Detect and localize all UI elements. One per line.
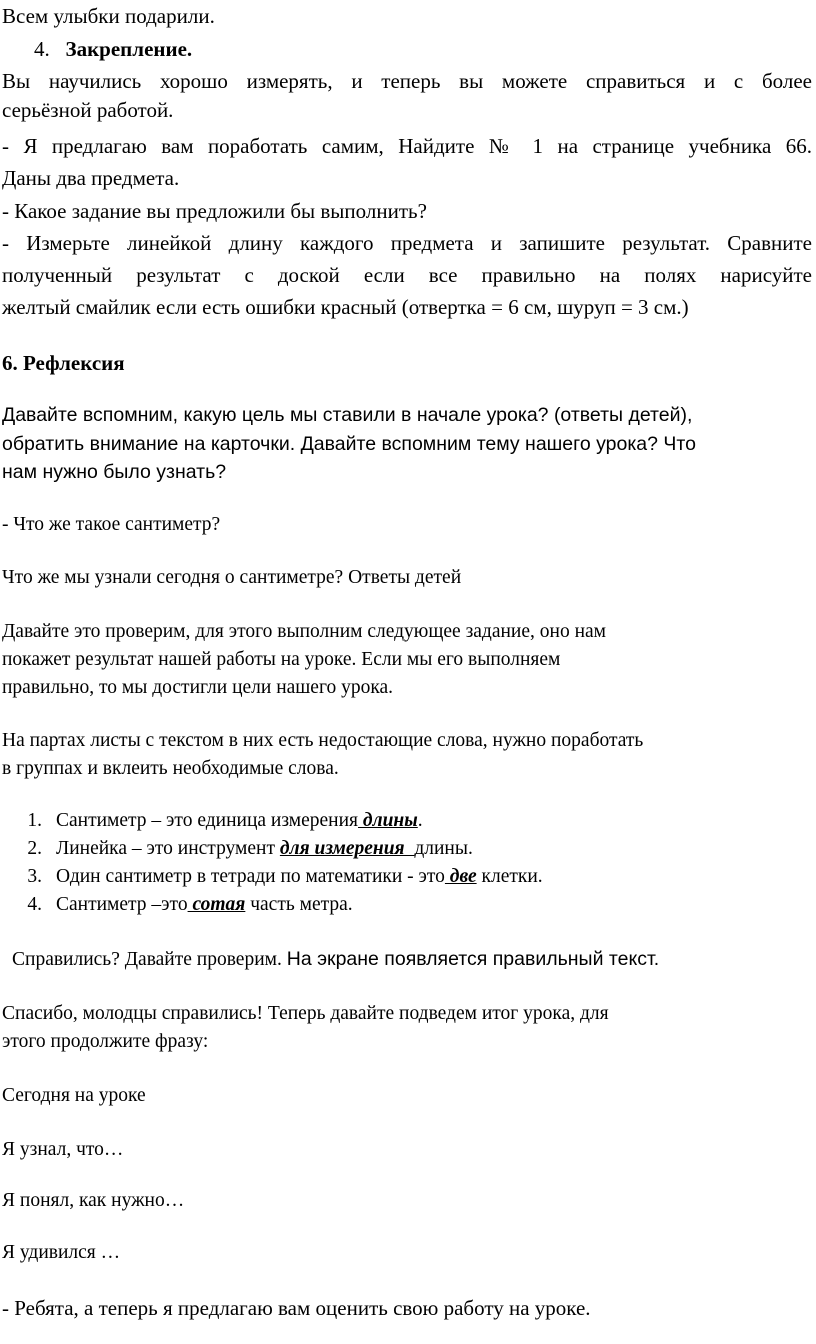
paragraph-line: серьёзной работой. xyxy=(2,98,174,122)
paragraph-line xyxy=(12,946,659,973)
text-span: Справились? Давайте проверим. xyxy=(12,949,287,970)
list-item xyxy=(20,864,543,890)
section-title: 6. Рефлексия xyxy=(2,351,125,375)
list-number: 4. xyxy=(27,894,42,915)
paragraph-line: Давайте это проверим, для этого выполним следующее задание, оно нам xyxy=(2,621,607,642)
text-line: Всем улыбки подарили. xyxy=(2,4,215,28)
list-text: . xyxy=(417,810,423,831)
paragraph-line: Я узнал, что… xyxy=(2,1139,124,1160)
answer-word: для измерения xyxy=(279,838,415,859)
section-heading-reflection xyxy=(2,350,125,376)
list-item xyxy=(20,808,423,834)
paragraph-line: желтый смайлик если есть ошибки красный (отвертка = 6 см, шуруп = 3 см.) xyxy=(2,295,689,319)
paragraph-line: правильно, то мы достигли цели нашего урока. xyxy=(2,677,394,698)
list-item xyxy=(20,892,353,918)
paragraph-line: в группах и вклеить необходимые слова. xyxy=(2,758,339,779)
paragraph-line: - Что же такое сантиметр? xyxy=(2,514,221,535)
list-text: Сантиметр – это единица измерения xyxy=(56,810,359,831)
paragraph-line: - Ребята, а теперь я предлагаю вам оценить свою работу на уроке. xyxy=(2,1296,591,1320)
paragraph-line: полученный результат с доской если все правильно на полях нарисуйте xyxy=(2,263,812,287)
answer-word: две xyxy=(444,866,477,887)
list-text: часть метра. xyxy=(245,894,353,915)
list-number: 2. xyxy=(27,838,42,859)
section-heading-consolidation xyxy=(34,36,192,62)
paragraph-line: - Измерьте линейкой длину каждого предмета и запишите результат. Сравните xyxy=(2,231,812,255)
section-number: 4. xyxy=(34,37,50,61)
list-text: длины. xyxy=(414,838,473,859)
section-title: Закрепление. xyxy=(65,37,193,61)
paragraph-line: Я удивился … xyxy=(2,1242,121,1263)
paragraph-line: Вы научились хорошо измерять, и теперь вы можете справиться и с более xyxy=(2,69,812,93)
list-item xyxy=(20,836,473,862)
list-text: клетки. xyxy=(476,866,543,887)
paragraph-line: этого продолжите фразу: xyxy=(2,1031,209,1052)
list-number: 3. xyxy=(27,866,42,887)
text-span: На экране появляется правильный текст. xyxy=(286,948,660,970)
paragraph-line: Даны два предмета. xyxy=(2,166,180,190)
paragraph-line: покажет результат нашей работы на уроке. Если мы его выполняем xyxy=(2,649,561,670)
paragraph-line: обратить внимание на карточки. Давайте вспомним тему нашего урока? Что xyxy=(2,433,696,455)
list-text: Сантиметр –это xyxy=(56,894,188,915)
paragraph-line: На партах листы с текстом в них есть недостающие слова, нужно поработать xyxy=(2,730,644,751)
list-number: 1. xyxy=(27,810,42,831)
answer-word: длины xyxy=(358,810,418,831)
paragraph-line: Спасибо, молодцы справились! Теперь давайте подведем итог урока, для xyxy=(2,1003,609,1024)
list-text: Линейка – это инструмент xyxy=(56,838,280,859)
answer-word: сотая xyxy=(187,894,246,915)
paragraph-line: - Я предлагаю вам поработать самим, Найдите № 1 на странице учебника 66. xyxy=(2,134,812,158)
paragraph-line: нам нужно было узнать? xyxy=(2,461,227,483)
list-text: Один сантиметр в тетради по математики - это xyxy=(56,866,445,887)
paragraph-line: Сегодня на уроке xyxy=(2,1085,146,1106)
paragraph-line: Давайте вспомним, какую цель мы ставили в начале урока? (ответы детей), xyxy=(2,404,693,426)
paragraph-line: - Какое задание вы предложили бы выполнить? xyxy=(2,199,427,223)
paragraph-line: Я понял, как нужно… xyxy=(2,1190,185,1211)
paragraph-line: Что же мы узнали сегодня о сантиметре? Ответы детей xyxy=(2,567,462,588)
